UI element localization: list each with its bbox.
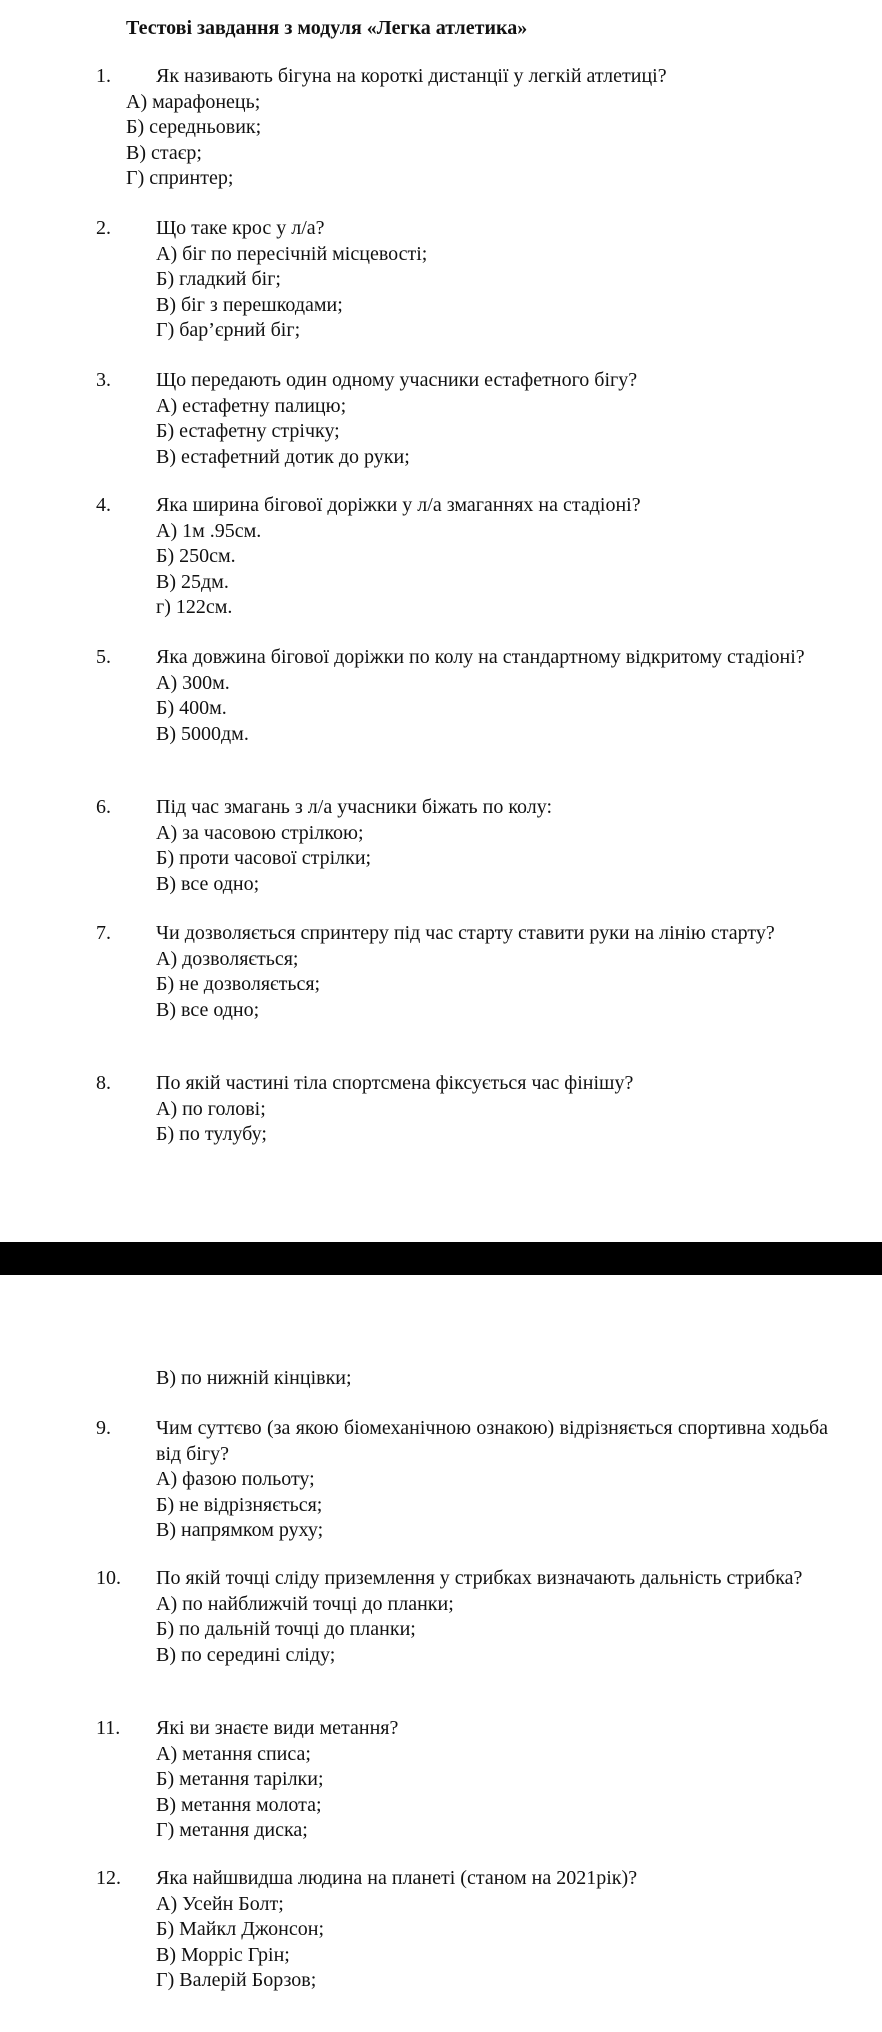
question-number: 3. [96, 369, 111, 391]
question-11 [96, 1716, 828, 1844]
answer-option: А) марафонець; [126, 90, 261, 113]
answer-option: А) фазою польоту; [156, 1468, 315, 1490]
question-12 [96, 1866, 828, 1994]
answer-option: В) метання молота; [156, 1793, 322, 1816]
document-title: Тестові завдання з модуля «Легка атлетика» [126, 17, 528, 39]
answer-option: А) 300м. [156, 671, 230, 694]
answer-option: А) біг по пересічній місцевості; [156, 242, 428, 265]
answer-option: Б) Майкл Джонсон; [156, 1918, 325, 1940]
page-break-bar [0, 1242, 882, 1275]
answer-option: Г) метання диска; [156, 1819, 308, 1841]
answer-options [126, 1097, 828, 1148]
answer-option: Б) гладкий біг; [156, 268, 281, 290]
answer-option: г) 122см. [156, 596, 233, 618]
question-number: 7. [96, 922, 111, 944]
answer-option: Б) метання тарілки; [156, 1768, 324, 1790]
question-text [96, 493, 828, 519]
answer-option: Б) естафетну стрічку; [156, 420, 340, 442]
answer-options [126, 90, 828, 192]
answer-option: А) Усейн Болт; [156, 1892, 284, 1915]
answer-option: А) 1м .95см. [156, 519, 262, 542]
question-text [96, 368, 828, 394]
answer-options [126, 519, 828, 621]
question-number: 5. [96, 646, 111, 668]
question-text [96, 795, 828, 821]
question-body: По якій точці сліду приземлення у стрибках визначають дальність стрибка? [156, 1567, 803, 1589]
question-body: Яка довжина бігової доріжки по колу на стандартному відкритому стадіоні? [156, 646, 805, 668]
question-2 [96, 216, 828, 344]
question-number: 11. [96, 1717, 121, 1739]
question-number: 4. [96, 494, 111, 516]
question-3 [96, 368, 828, 470]
question-text [96, 216, 828, 242]
question-body: Яка ширина бігової доріжки у л/а змаганнях на стадіоні? [156, 494, 641, 516]
question-number: 8. [96, 1072, 111, 1094]
question-5 [96, 645, 828, 747]
answer-option: Б) середньовик; [126, 116, 262, 138]
question-10 [96, 1566, 828, 1668]
answer-option: Г) спринтер; [126, 167, 234, 189]
question-body: Що таке крос у л/а? [156, 217, 325, 239]
answer-option: А) за часовою стрілкою; [156, 821, 364, 844]
question-body: Які ви знаєте види метання? [156, 1717, 399, 1739]
answer-option: Б) проти часової стрілки; [156, 847, 372, 869]
question-body: Під час змагань з л/а учасники біжать по колу: [156, 796, 553, 818]
question-text [96, 1416, 828, 1467]
question-number: 1. [96, 65, 111, 87]
question-body: Яка найшвидша людина на планеті (станом на 2021рік)? [156, 1867, 638, 1889]
answer-option: Б) 250см. [156, 545, 236, 567]
question-number: 6. [96, 796, 111, 818]
answer-options [126, 1467, 828, 1544]
answer-option: А) естафетну палицю; [156, 394, 347, 417]
answer-options [126, 1592, 828, 1669]
answer-options [126, 394, 828, 471]
question-9 [96, 1416, 828, 1544]
question-8 [96, 1071, 828, 1148]
answer-option: В) 25дм. [156, 570, 229, 593]
answer-option: Б) по тулубу; [156, 1123, 267, 1145]
answer-options [126, 821, 828, 898]
answer-options [126, 1892, 828, 1994]
question-4 [96, 493, 828, 621]
answer-option: В) по середині сліду; [156, 1643, 336, 1666]
question-body: По якій частині тіла спортсмена фіксується час фінішу? [156, 1072, 634, 1094]
answer-option: А) дозволяється; [156, 947, 299, 970]
answer-option: Б) по дальній точці до планки; [156, 1618, 416, 1640]
answer-option: Г) бар’єрний біг; [156, 319, 301, 341]
question-body: Чи дозволяється спринтеру під час старту ставити руки на лінію старту? [156, 922, 775, 944]
question-number: 9. [96, 1417, 111, 1439]
answer-options [126, 1742, 828, 1844]
question-number: 12. [96, 1867, 121, 1889]
question-text [96, 921, 828, 947]
question-text [96, 1071, 828, 1097]
question-body: Як називають бігуна на короткі дистанції у легкій атлетиці? [156, 65, 667, 87]
question-number: 10. [96, 1567, 121, 1589]
answer-option: А) по найближчій точці до планки; [156, 1592, 454, 1615]
answer-option: В) біг з перешкодами; [156, 293, 343, 316]
question-text [96, 1866, 828, 1892]
answer-option: В) напрямком руху; [156, 1519, 324, 1541]
answer-option: В) естафетний дотик до руки; [156, 445, 410, 468]
answer-options [126, 947, 828, 1024]
answer-option: Б) 400м. [156, 697, 227, 719]
question-7 [96, 921, 828, 1023]
answer-option: Б) не дозволяється; [156, 973, 321, 995]
answer-options [126, 671, 828, 748]
answer-option: А) метання списа; [156, 1742, 311, 1765]
answer-option: В) все одно; [156, 872, 260, 895]
answer-option: В) 5000дм. [156, 722, 249, 745]
question-text [96, 1566, 828, 1592]
answer-option: Г) Валерій Борзов; [156, 1969, 317, 1991]
answer-option: В) все одно; [156, 998, 260, 1021]
answer-option: А) по голові; [156, 1097, 266, 1120]
question-1 [96, 64, 828, 192]
question-text [96, 645, 828, 671]
answer-option: В) Морріс Грін; [156, 1943, 290, 1966]
question-body: Чим суттєво (за якою біомеханічною ознакою) відрізняється спортивна ходьба від бігу? [156, 1417, 828, 1465]
question-text [96, 64, 828, 90]
answer-option: В) стаєр; [126, 141, 202, 164]
question-8-continued-option: В) по нижній кінцівки; [156, 1367, 352, 1389]
answer-options [126, 242, 828, 344]
question-text [96, 1716, 828, 1742]
question-6 [96, 795, 828, 897]
question-body: Що передають один одному учасники естафетного бігу? [156, 369, 638, 391]
answer-option: Б) не відрізняється; [156, 1493, 323, 1516]
question-number: 2. [96, 217, 111, 239]
